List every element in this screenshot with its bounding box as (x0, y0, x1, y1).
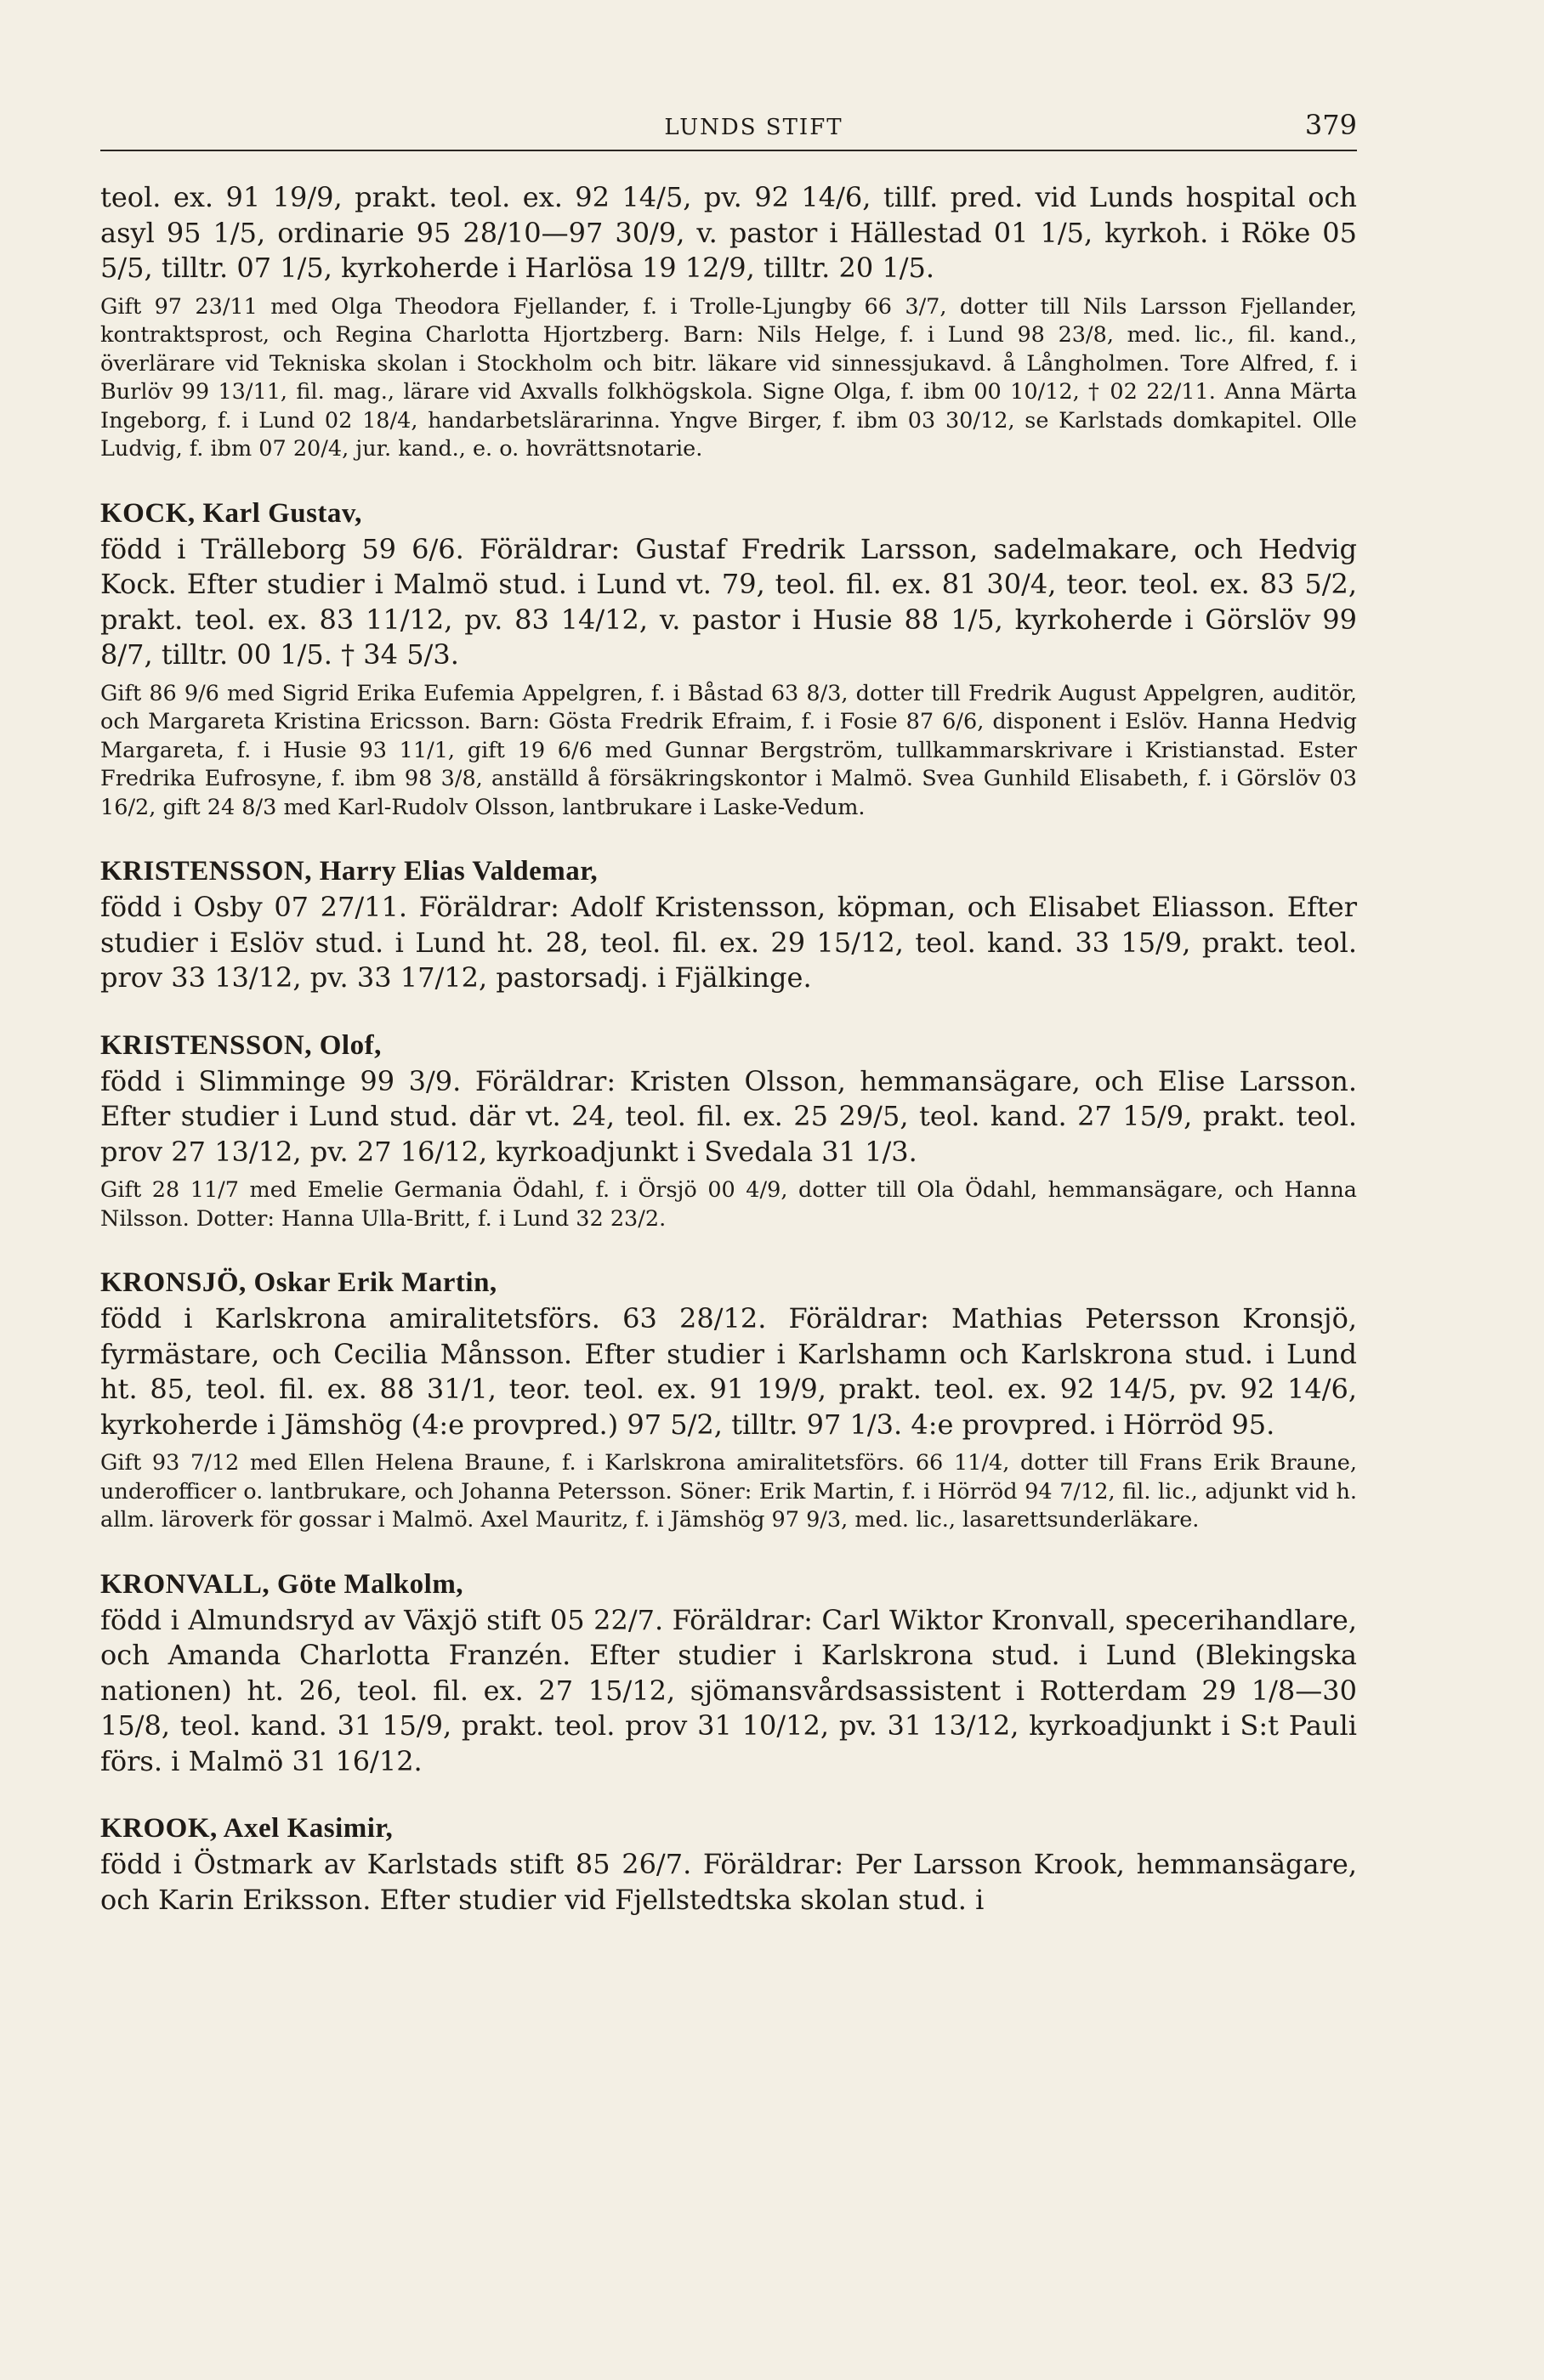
entry-family-text: Gift 86 9/6 med Sigrid Erika Eufemia Appelgren, f. i Båstad 63 8/3, dotter till Fredrik August Appelgren, auditör, och Margareta Kristina Ericsson. Barn: Gösta Fredrik Efraim, f. i Fosie 87 6/6, disponent i Eslöv. Hanna Hedvig Margareta, f. i Husie 93 11/1, gift 19 6/6 med Gunnar Bergström, tullkammarskrivare i Kristianstad. Ester Fredrika Eufrosyne, f. ibm 98 3/8, anställd å försäkringskontor i Malmö. Svea Gunhild Elisabeth, f. i Görslöv 03 16/2, gift 24 8/3 med Karl-Rudolv Olsson, lantbrukare i Laske-Vedum. (100, 680, 1357, 820)
entry-main-text: född i Almundsryd av Växjö stift 05 22/7. Föräldrar: Carl Wiktor Kronvall, specerihandlare, och Amanda Charlotta Franzén. Efter studier i Karlskrona stud. i Lund (Blekingska nationen) ht. 26, teol. fil. ex. 27 15/12, sjömansvårdsassistent i Rotterdam 29 1/8—30 15/8, teol. kand. 31 15/9, prakt. teol. prov 31 10/12, pv. 31 13/12, kyrkoadjunkt i S:t Pauli förs. i Malmö 31 16/12. (100, 1603, 1357, 1777)
entry-name: KRONVALL, Göte Malkolm, (100, 1568, 464, 1600)
entry-kristensson-olof (100, 1027, 1357, 1234)
entry-continuation (100, 180, 1357, 464)
entry-main-text: född i Östmark av Karlstads stift 85 26/7. Föräldrar: Per Larsson Krook, hemmansägare, och Karin Eriksson. Efter studier vid Fjellstedtska skolan stud. i (100, 1848, 1357, 1916)
entry-name: KOCK, Karl Gustav, (100, 497, 362, 529)
entry-kock (100, 495, 1357, 823)
entry-family-text: Gift 93 7/12 med Ellen Helena Braune, f. i Karlskrona amiralitetsförs. 66 11/4, dotter till Frans Erik Braune, underofficer o. lantbrukare, och Johanna Petersson. Söner: Erik Martin, f. i Hörröd 94 7/12, fil. lic., adjunkt vid h. allm. läroverk för gossar i Malmö. Axel Mauritz, f. i Jämshög 97 9/3, med. lic., lasarettsunderläkare. (100, 1450, 1357, 1533)
entry-family-text: Gift 28 11/7 med Emelie Germania Ödahl, f. i Örsjö 00 4/9, dotter till Ola Ödahl, hemmansägare, och Hanna Nilsson. Dotter: Hanna Ulla-Britt, f. i Lund 32 23/2. (100, 1177, 1357, 1232)
entry-main-text: teol. ex. 91 19/9, prakt. teol. ex. 92 14/5, pv. 92 14/6, tillf. pred. vid Lunds hospital och asyl 95 1/5, ordinarie 95 28/10—97 30/9, v. pastor i Hällestad 01 1/5, kyrkoh. i Röke 05 5/5, tilltr. 07 1/5, kyrkoherde i Harlösa 19 12/9, tilltr. 20 1/5. (100, 181, 1357, 284)
entry-krook (100, 1810, 1357, 1918)
entry-name: KRONSJÖ, Oskar Erik Martin, (100, 1267, 497, 1298)
entry-name: KRISTENSSON, Harry Elias Valdemar, (100, 856, 599, 887)
page-header (100, 109, 1357, 151)
entry-name: KROOK, Axel Kasimir, (100, 1813, 394, 1844)
entry-kronvall (100, 1566, 1357, 1780)
page-number: 379 (1304, 109, 1357, 141)
entry-kronsjo (100, 1264, 1357, 1535)
entry-main-text: född i Osby 07 27/11. Föräldrar: Adolf Kristensson, köpman, och Elisabet Eliasson. Efter studier i Eslöv stud. i Lund ht. 28, teol. fil. ex. 29 15/12, teol. kand. 33 15/9, prakt. teol. prov 33 13/12, pv. 33 17/12, pastorsadj. i Fjälkinge. (100, 891, 1357, 994)
entry-main-text: född i Trälleborg 59 6/6. Föräldrar: Gustaf Fredrik Larsson, sadelmakare, och Hedvig Kock. Efter studier i Malmö stud. i Lund vt. 79, teol. fil. ex. 81 30/4, teor. teol. ex. 83 5/2, prakt. teol. ex. 83 11/12, pv. 83 14/12, v. pastor i Husie 88 1/5, kyrkoherde i Görslöv 99 8/7, tilltr. 00 1/5. † 34 5/3. (100, 532, 1357, 671)
running-title: LUNDS STIFT (664, 115, 843, 140)
entry-main-text: född i Karlskrona amiralitetsförs. 63 28/12. Föräldrar: Mathias Petersson Kronsjö, fyrmästare, och Cecilia Månsson. Efter studier i Karlshamn och Karlskrona stud. i Lund ht. 85, teol. fil. ex. 88 31/1, teor. teol. ex. 91 19/9, prakt. teol. ex. 92 14/5, pv. 92 14/6, kyrkoherde i Jämshög (4:e provpred.) 97 5/2, tilltr. 97 1/3. 4:e provpred. i Hörröd 95. (100, 1302, 1357, 1441)
entry-family-text: Gift 97 23/11 med Olga Theodora Fjellander, f. i Trolle-Ljungby 66 3/7, dotter till Nils Larsson Fjellander, kontraktsprost, och Regina Charlotta Hjortzberg. Barn: Nils Helge, f. i Lund 98 23/8, med. lic., fil. kand., överlärare vid Tekniska skolan i Stockholm och bitr. läkare vid sinnessjukavd. å Långholmen. Tore Alfred, f. i Burlöv 99 13/11, fil. mag., lärare vid Axvalls folkhögskola. Signe Olga, f. ibm 00 10/12, † 02 22/11. Anna Märta Ingeborg, f. i Lund 02 18/4, handarbetslärarinna. Yngve Birger, f. ibm 03 30/12, se Karlstads domkapitel. Olle Ludvig, f. ibm 07 20/4, jur. kand., e. o. hovrättsnotarie. (100, 293, 1357, 462)
entry-main-text: född i Slimminge 99 3/9. Föräldrar: Kristen Olsson, hemmansägare, och Elise Larsson. Efter studier i Lund stud. där vt. 24, teol. fil. ex. 25 29/5, teol. kand. 27 15/9, prakt. teol. prov 27 13/12, pv. 27 16/12, kyrkoadjunkt i Svedala 31 1/3. (100, 1064, 1357, 1168)
entry-name: KRISTENSSON, Olof, (100, 1029, 382, 1061)
entry-kristensson-harry (100, 853, 1357, 996)
